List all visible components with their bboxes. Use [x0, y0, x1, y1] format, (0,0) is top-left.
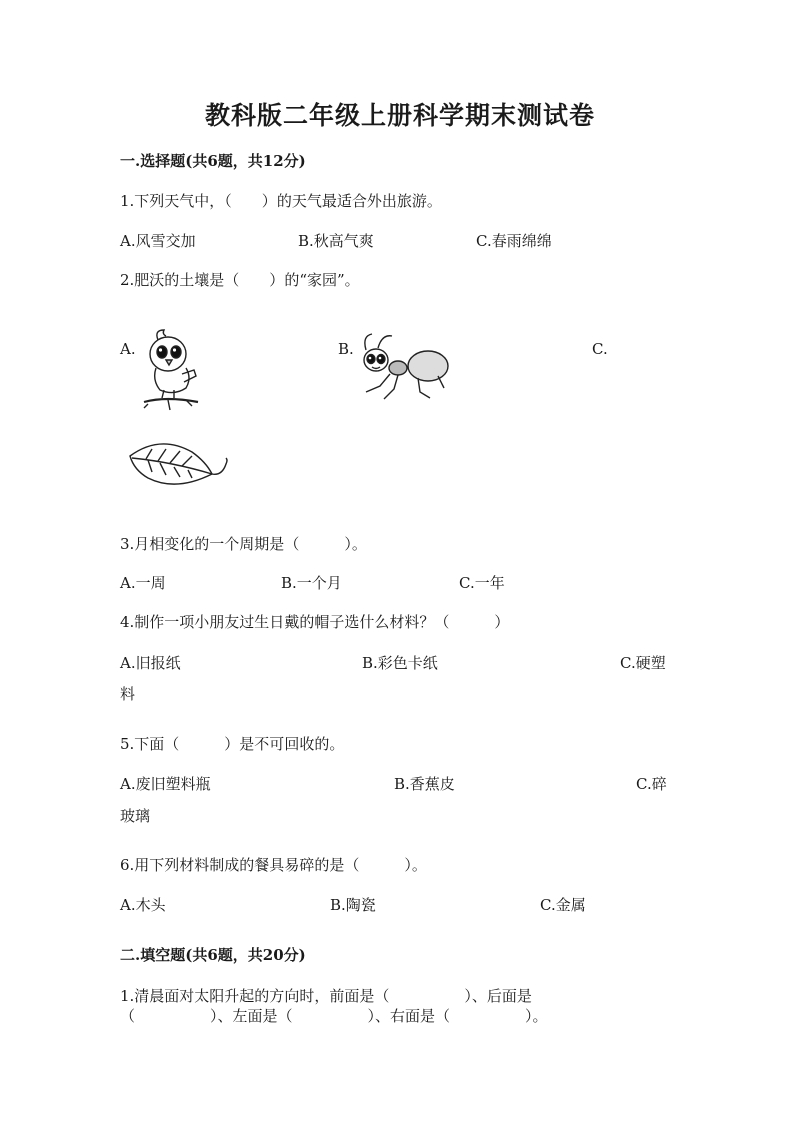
question-4: 4.制作一项小朋友过生日戴的帽子选什么材料？（ ） — [120, 613, 510, 631]
chick-icon — [138, 326, 208, 418]
q1-option-c: C.春雨绵绵 — [476, 232, 552, 250]
ant-icon — [352, 330, 452, 406]
q5-option-c-continued: 玻璃 — [120, 807, 151, 825]
question-2: 2.肥沃的土壤是（ ）的“家园”。 — [120, 271, 360, 289]
section-heading-choice: 一.选择题(共6题，共12分) — [120, 152, 306, 170]
q1-option-a: A.风雪交加 — [120, 232, 196, 250]
q2-option-b: B. — [338, 340, 354, 358]
question-1: 1.下列天气中，（ ）的天气最适合外出旅游。 — [120, 192, 442, 210]
q4-option-c: C.硬塑 — [620, 654, 666, 672]
question-3: 3.月相变化的一个周期是（ ）。 — [120, 535, 367, 553]
question-5: 5.下面（ ）是不可回收的。 — [120, 735, 345, 753]
q6-option-a: A.木头 — [120, 896, 166, 914]
q5-option-c: C.碎 — [636, 775, 667, 793]
fill-question-1-line1: 1.清晨面对太阳升起的方向时，前面是（ ）、后面是 — [120, 987, 532, 1005]
q3-option-c: C.一年 — [459, 574, 505, 592]
q1-option-b: B.秋高气爽 — [298, 232, 374, 250]
section-heading-fill: 二.填空题(共6题，共20分) — [120, 946, 306, 964]
q3-option-b: B.一个月 — [281, 574, 342, 592]
question-6: 6.用下列材料制成的餐具易碎的是（ ）。 — [120, 856, 427, 874]
page-title: 教科版二年级上册科学期末测试卷 — [204, 101, 595, 130]
q6-option-b: B.陶瓷 — [330, 896, 376, 914]
q2-option-c: C. — [592, 340, 608, 358]
q6-option-c: C.金属 — [540, 896, 586, 914]
q4-option-c-continued: 料 — [120, 685, 136, 703]
q5-option-a: A.废旧塑料瓶 — [120, 775, 211, 793]
leaf-icon — [126, 436, 230, 492]
q4-option-a: A.旧报纸 — [120, 654, 181, 672]
fill-question-1-line2: （ ）、左面是（ ）、右面是（ ）。 — [120, 1007, 548, 1025]
q2-option-a: A. — [120, 340, 136, 358]
q3-option-a: A.一周 — [120, 574, 166, 592]
q4-option-b: B.彩色卡纸 — [362, 654, 438, 672]
q5-option-b: B.香蕉皮 — [394, 775, 455, 793]
